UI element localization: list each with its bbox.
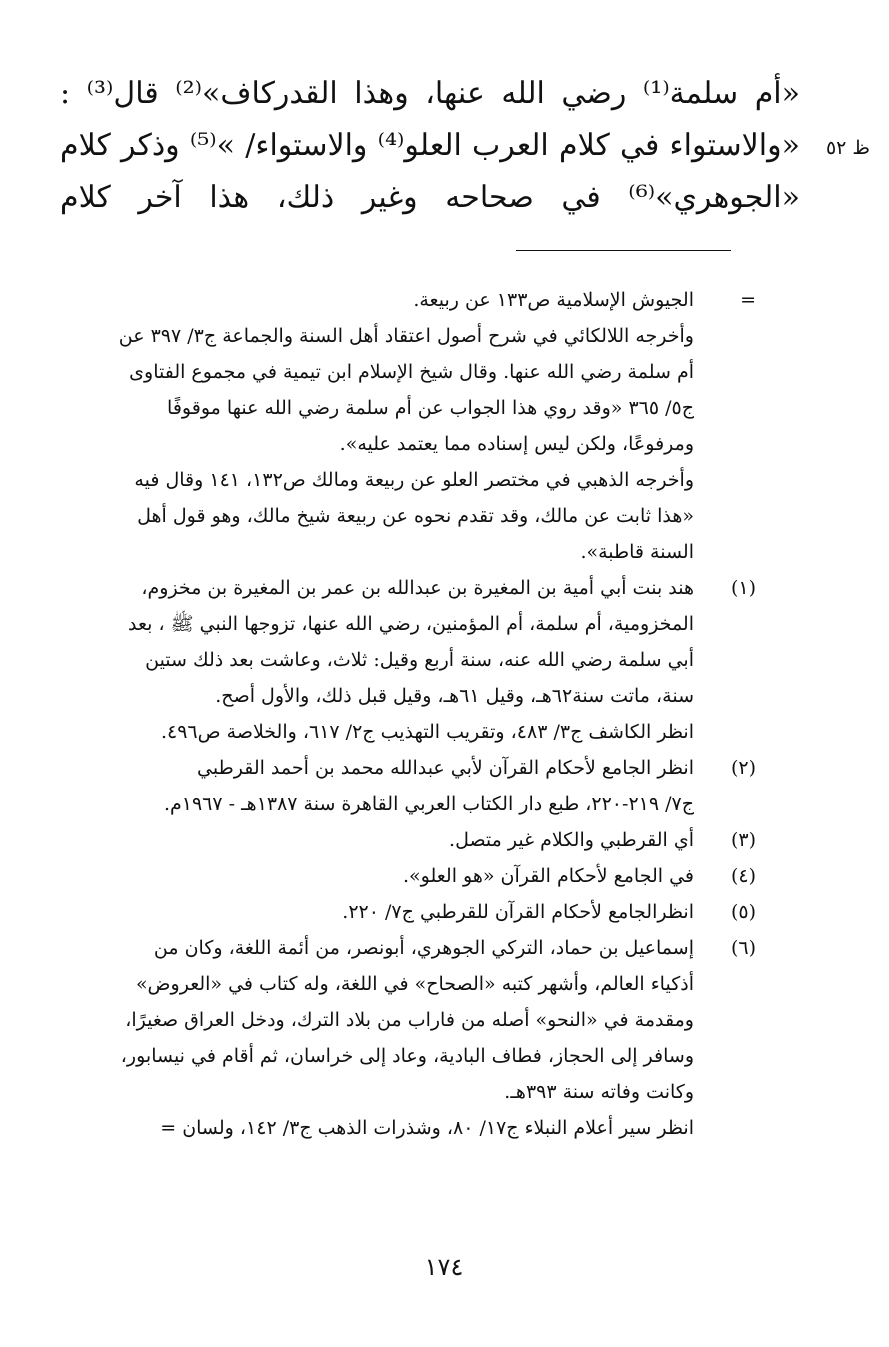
manuscript-folio-marker: ظ ٥٢ <box>825 137 871 159</box>
footnote-line: في الجامع لأحكام القرآن «هو العلو». <box>402 865 694 887</box>
footnote-line: ج٧/ ٢١٩-٢٢٠، طبع دار الكتاب العربي القاهرة سنة ١٣٨٧هـ - ١٩٦٧م. <box>163 793 694 815</box>
footnote-line: ج٥/ ٣٦٥ «وقد روي هذا الجواب عن أم سلمة رضي الله عنها موقوفًا <box>167 397 694 419</box>
footnote-marker: (٣) <box>730 829 756 851</box>
footnote-line: انظرالجامع لأحكام القرآن للقرطبي ج٧/ ٢٢٠. <box>342 901 694 923</box>
main-text-line: «والاستواء في كلام العرب العلو⁽⁴⁾ والاستواء/ »⁽⁵⁾ وذكر كلام <box>60 128 800 163</box>
footnote-line: انظر سير أعلام النبلاء ج١٧/ ٨٠، وشذرات الذهب ج٣/ ١٤٢، ولسان = <box>160 1117 694 1139</box>
footnote-line: هند بنت أبي أمية بن المغيرة بن عبدالله بن عمر بن المغيرة بن مخزوم، <box>141 577 694 599</box>
footnote-line: سنة، ماتت سنة٦٢هـ، وقيل ٦١هـ، وقيل قبل ذلك، والأول أصح. <box>215 685 694 707</box>
footnote-marker: (٦) <box>730 937 756 959</box>
footnote-marker: = <box>740 289 756 311</box>
footnote-1 <box>56 570 756 750</box>
footnote-line: أبي سلمة رضي الله عنه، سنة أربع وقيل: ثلاث، وعاشت بعد ذلك ستين <box>145 649 694 671</box>
footnote-line: وكانت وفاته سنة ٣٩٣هـ. <box>504 1081 694 1103</box>
footnote-line: ومرفوعًا، ولكن ليس إسناده مما يعتمد عليه». <box>339 433 694 455</box>
footnote-marker: (١) <box>730 577 756 599</box>
main-text-line: «أم سلمة⁽¹⁾ رضي الله عنها، وهذا القدركاف»⁽²⁾ قال⁽³⁾ : <box>60 76 800 111</box>
footnote-5 <box>56 894 756 930</box>
footnote-marker: (٤) <box>730 865 756 887</box>
footnote-3 <box>56 822 756 858</box>
footnote-line: الجيوش الإسلامية ص١٣٣ عن ربيعة. <box>413 289 694 311</box>
footnote-line: انظر الكاشف ج٣/ ٤٨٣، وتقريب التهذيب ج٢/ ٦١٧، والخلاصة ص٤٩٦. <box>160 721 694 743</box>
footnote-2 <box>56 750 756 822</box>
footnote-separator <box>516 250 731 251</box>
footnote-6 <box>56 930 756 1146</box>
footnotes-section <box>56 282 756 1146</box>
footnote-line: انظر الجامع لأحكام القرآن لأبي عبدالله محمد بن أحمد القرطبي <box>197 757 694 779</box>
footnote-continuation <box>56 282 756 570</box>
main-text-block <box>60 68 800 224</box>
footnote-line: وأخرجه اللالكائي في شرح أصول اعتقاد أهل السنة والجماعة ج٣/ ٣٩٧ عن <box>118 325 694 347</box>
footnote-line: أي القرطبي والكلام غير متصل. <box>449 829 694 851</box>
footnote-line: السنة قاطبة». <box>580 541 694 563</box>
footnote-4 <box>56 858 756 894</box>
footnote-line: إسماعيل بن حماد، التركي الجوهري، أبونصر، من أئمة اللغة، وكان من <box>153 937 694 959</box>
footnote-line: وسافر إلى الحجاز، فطاف البادية، وعاد إلى خراسان، ثم أقام في نيسابور، <box>120 1045 694 1067</box>
footnote-line: المخزومية، أم سلمة، أم المؤمنين، رضي الله عنها، تزوجها النبي ﷺ ، بعد <box>128 613 694 635</box>
page-number: ١٧٤ <box>424 1253 464 1281</box>
footnote-line: «هذا ثابت عن مالك، وقد تقدم نحوه عن ربيعة شيخ مالك، وهو قول أهل <box>137 505 694 527</box>
footnote-marker: (٢) <box>730 757 756 779</box>
footnote-line: ومقدمة في «النحو» أصله من فاراب من بلاد الترك، ودخل العراق صغيرًا، <box>125 1009 694 1031</box>
footnote-line: أم سلمة رضي الله عنها. وقال شيخ الإسلام ابن تيمية في مجموع الفتاوى <box>129 361 694 383</box>
footnote-line: أذكياء العالم، وأشهر كتبه «الصحاح» في اللغة، وله كتاب في «العروض» <box>135 973 694 995</box>
footnote-marker: (٥) <box>730 901 756 923</box>
main-text-line: «الجوهري»⁽⁶⁾ في صحاحه وغير ذلك، هذا آخر كلام <box>60 180 800 215</box>
footnote-line: وأخرجه الذهبي في مختصر العلو عن ربيعة ومالك ص١٣٢، ١٤١ وقال فيه <box>134 469 694 491</box>
